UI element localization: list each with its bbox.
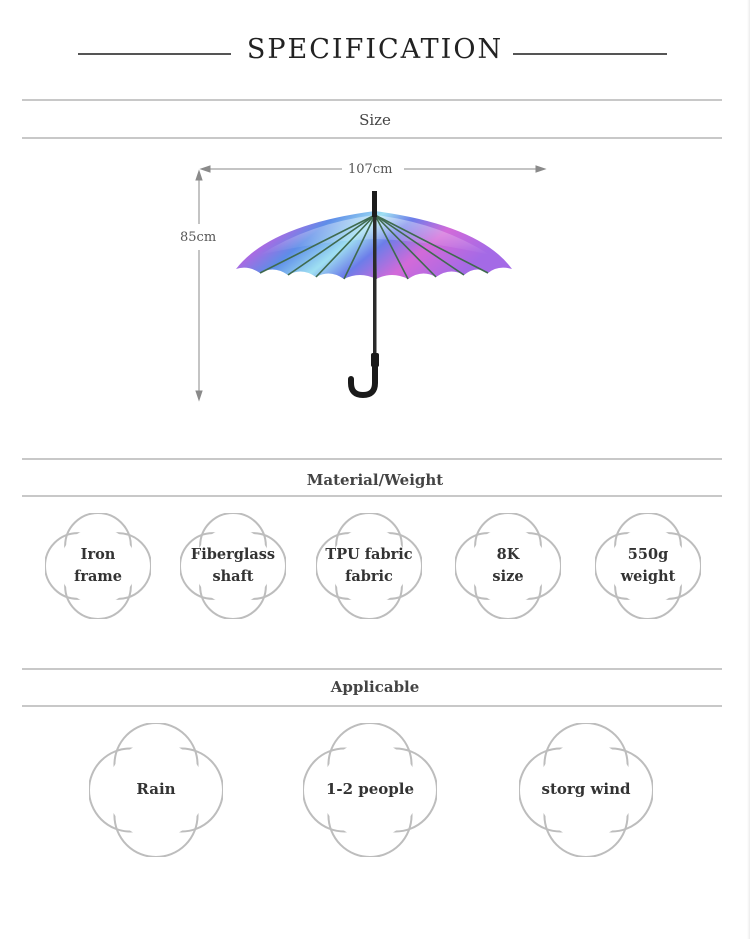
material-badge-text — [316, 513, 422, 619]
material-badge — [45, 513, 151, 619]
material-badge-line1: 8K — [496, 545, 520, 563]
material-badge-line2: frame — [74, 568, 122, 585]
applicable-badge — [89, 723, 223, 857]
material-badge-line2: fabric — [345, 568, 393, 585]
material-badge-line2: shaft — [212, 568, 254, 585]
material-badge-line1: 550g — [627, 545, 669, 563]
height-dimension-label: 85cm — [180, 230, 217, 245]
material-badge — [180, 513, 286, 619]
material-badge — [316, 513, 422, 619]
applicable-badge — [303, 723, 437, 857]
material-badge-line2: size — [492, 568, 524, 585]
applicable-badge-text: 1-2 people — [325, 780, 415, 799]
material-badge-line2: weight — [620, 568, 676, 585]
material-badge-text — [595, 513, 701, 619]
divider — [22, 668, 722, 670]
material-badge — [595, 513, 701, 619]
material-badge-line1: Iron — [80, 545, 116, 563]
divider — [22, 137, 722, 139]
divider — [22, 705, 722, 707]
applicable-badge-text: storg wind — [541, 780, 631, 799]
material-badge-text — [455, 513, 561, 619]
material-badge-text — [180, 513, 286, 619]
material-badge-line1: TPU fabric — [325, 545, 413, 563]
section-label-size: Size — [359, 111, 391, 129]
applicable-badge-text: Rain — [136, 780, 176, 799]
title-rule-right — [513, 53, 667, 55]
divider — [22, 99, 722, 101]
width-dimension-label: 107cm — [348, 162, 393, 177]
material-badge-text — [45, 513, 151, 619]
page-title: SPECIFICATION — [246, 34, 504, 65]
divider — [22, 458, 722, 460]
material-badge — [455, 513, 561, 619]
section-label-applicable: Applicable — [330, 678, 420, 696]
divider — [22, 495, 722, 497]
section-label-material: Material/Weight — [306, 471, 444, 489]
material-badge-line1: Fiberglass — [190, 545, 276, 563]
umbrella-image — [230, 185, 520, 400]
applicable-badge — [519, 723, 653, 857]
